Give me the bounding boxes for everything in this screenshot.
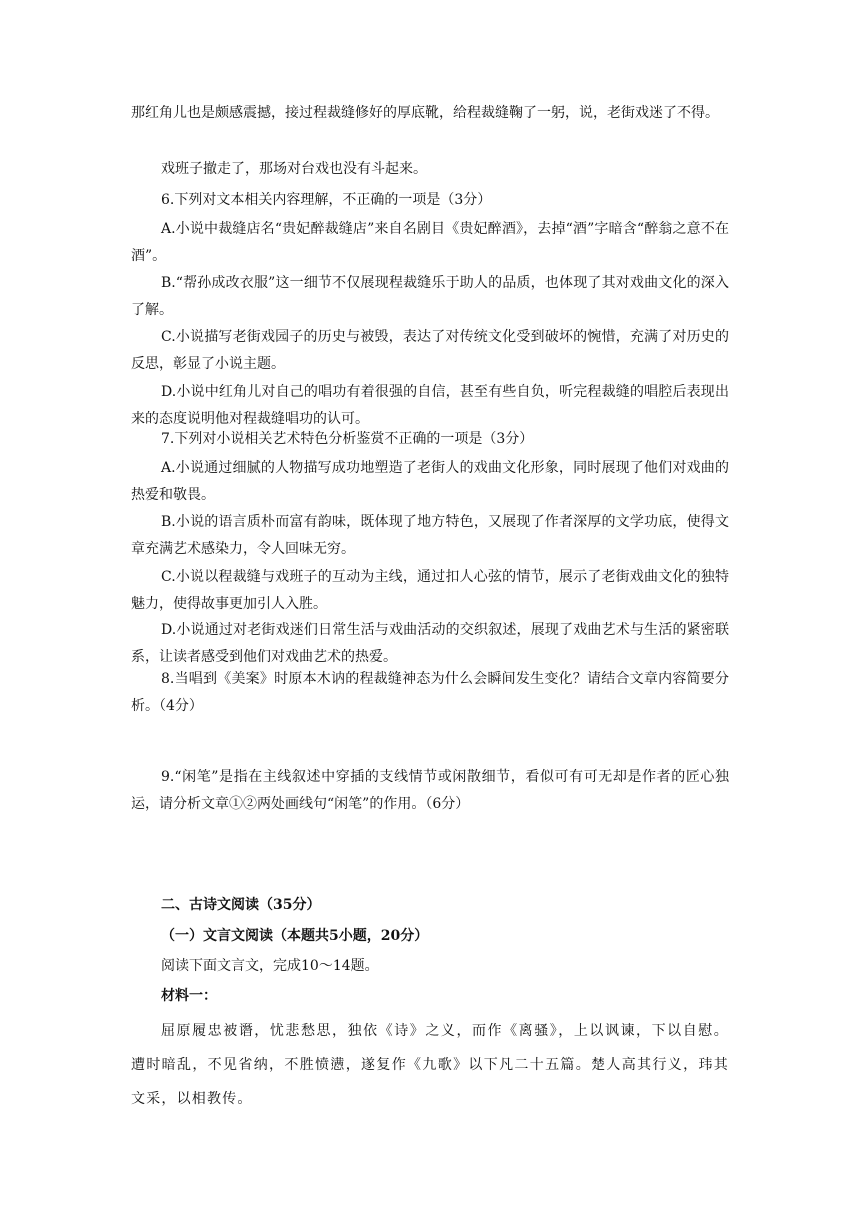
passage-end-closing: 戏班子撤走了，那场对台戏也没有斗起来。 [161, 161, 427, 177]
question-7-option-b: B.小说的语言质朴而富有韵味，既体现了地方特色，又展现了作者深厚的文学功底，使得文章充满艺术感染力，令人回味无穷。 [131, 514, 729, 557]
question-7-stem: 7.下列对小说相关艺术特色分析鉴赏不正确的一项是（3分） [161, 431, 534, 447]
section-2-subheading: （一）文言文阅读（本题共5小题，20分） [161, 928, 429, 944]
question-9: 9.“闲笔”是指在主线叙述中穿插的支线情节或闲散细节，看似可有可无却是作者的匠心独运，请分析文章①②两处画线句“闲笔”的作用。（6分） [131, 769, 729, 812]
section-2-heading: 二、古诗文阅读（35分） [161, 897, 321, 913]
passage-end-paragraph: 那红角儿也是颇感震撼，接过程裁缝修好的厚底靴，给程裁缝鞠了一躬，说，老街戏迷了不得。 [131, 105, 719, 121]
question-6-option-a: A.小说中裁缝店名“贵妃醉裁缝店”来自名剧目《贵妃醉酒》，去掉“酒”字暗含“醉翁之意不在酒”。 [131, 221, 729, 264]
question-6-option-c: C.小说描写老街戏园子的历史与被毁，表达了对传统文化受到破坏的惋惜，充满了对历史的反思，彰显了小说主题。 [131, 329, 729, 372]
material-one-label: 材料一： [161, 988, 217, 1004]
question-7-option-a: A.小说通过细腻的人物描写成功地塑造了老街人的戏曲文化形象，同时展现了他们对戏曲的热爱和敬畏。 [131, 460, 729, 503]
material-one-text: 屈原履忠被谮，忧悲愁思，独依《诗》之义，而作《离骚》，上以讽谏，下以自慰。遭时暗乱，不见省纳，不胜愤懑，遂复作《九歌》以下凡二十五篇。楚人高其行义，玮其文采，以相教传。 [131, 1023, 729, 1107]
section-2-instruction: 阅读下面文言文，完成10～14题。 [161, 958, 379, 974]
question-7-option-c: C.小说以程裁缝与戏班子的互动为主线，通过扣人心弦的情节，展示了老街戏曲文化的独特魅力，使得故事更加引人入胜。 [131, 569, 729, 612]
question-6-option-d: D.小说中红角儿对自己的唱功有着很强的自信，甚至有些自负，听完程裁缝的唱腔后表现出来的态度说明他对程裁缝唱功的认可。 [131, 384, 729, 427]
question-6-stem: 6.下列对文本相关内容理解，不正确的一项是（3分） [161, 192, 492, 208]
question-8: 8.当唱到《美案》时原本木讷的程裁缝神态为什么会瞬间发生变化？请结合文章内容简要分析。（4分） [131, 671, 729, 714]
question-7-option-d: D.小说通过对老街戏迷们日常生活与戏曲活动的交织叙述，展现了戏曲艺术与生活的紧密联系，让读者感受到他们对戏曲艺术的热爱。 [131, 622, 729, 665]
question-6-option-b: B.“帮孙成改衣服”这一细节不仅展现程裁缝乐于助人的品质，也体现了其对戏曲文化的深入了解。 [131, 275, 729, 318]
